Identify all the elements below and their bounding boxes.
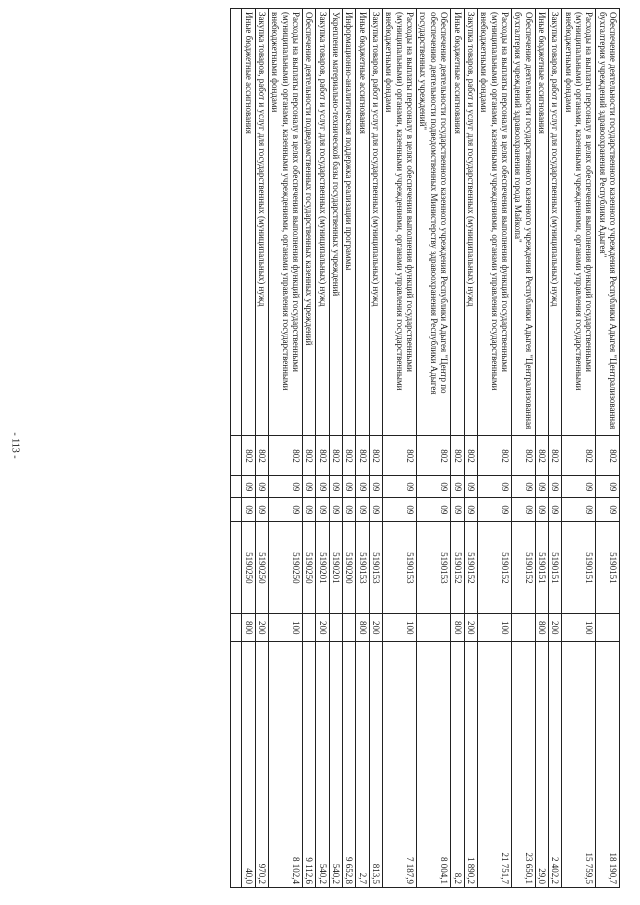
row-sum: 7 187,9 [383,642,417,888]
row-name: Расходы на выплаты персоналу в целях обеспечения выполнения функций государственными (муниципальными) органами, казенными учреждениями, органами управления государственными внебюджетными фондами [383,9,417,436]
row-name: Укрепление материально-технической базы государственных учреждений [329,9,342,436]
row-ved: 802 [451,436,464,476]
table-row [316,9,329,888]
row-rz: 09 [369,476,382,498]
row-name: Закупка товаров, работ и услуг для государственных (муниципальных) нужд [369,9,382,436]
table-row [383,9,417,888]
budget-table [230,8,620,888]
row-rz: 09 [383,476,417,498]
row-sum: 8 102,4 [269,642,303,888]
row-pr: 09 [477,498,511,522]
row-ved: 802 [417,436,451,476]
row-name: Обеспечение деятельности подведомственных государственных казенных учреждений [303,9,316,436]
row-pr: 09 [383,498,417,522]
row-name: Закупка товаров, работ и услуг для государственных (муниципальных) нужд [464,9,477,436]
table-row [369,9,382,888]
row-pr: 09 [269,498,303,522]
row-rz: 09 [596,476,620,498]
row-ved: 802 [464,436,477,476]
table-row [535,9,548,888]
row-name: Закупка товаров, работ и услуг для государственных (муниципальных) нужд [548,9,561,436]
table-row [511,9,535,888]
row-pr: 09 [596,498,620,522]
row-pr: 09 [535,498,548,522]
row-name: Обеспечение деятельности государственного казенного учреждения Республики Адыгея "Централизованная бухгалтерия учреждений здравоохранения Республики Адыгея" [596,9,620,436]
row-vr: 100 [383,614,417,642]
row-pr: 09 [356,498,369,522]
row-cs: 5190153 [369,522,382,614]
row-rz: 09 [329,476,342,498]
row-cs: 5190153 [383,522,417,614]
row-vr: 800 [451,614,464,642]
row-rz: 09 [477,476,511,498]
budget-table-body [231,9,620,888]
row-vr [329,614,342,642]
table-row [596,9,620,888]
row-cs: 5190151 [562,522,596,614]
row-vr: 200 [255,614,268,642]
row-vr: 200 [464,614,477,642]
row-vr [596,614,620,642]
row-vr [417,614,451,642]
row-name: Иные бюджетные ассигнования [356,9,369,436]
row-cs: 5190153 [356,522,369,614]
table-row [242,9,255,888]
table-row [477,9,511,888]
row-name: Закупка товаров, работ и услуг для государственных (муниципальных) нужд [316,9,329,436]
row-cs: 5190201 [329,522,342,614]
row-pr: 09 [242,498,255,522]
row-rz: 09 [242,476,255,498]
row-cs: 5190152 [464,522,477,614]
row-name: Иные бюджетные ассигнования [451,9,464,436]
row-rz: 09 [316,476,329,498]
row-sum: 2,7 [356,642,369,888]
row-cs: 5190200 [343,522,356,614]
row-cs: 5190250 [303,522,316,614]
table-row [451,9,464,888]
row-pr: 09 [417,498,451,522]
row-ved: 802 [316,436,329,476]
row-vr: 800 [356,614,369,642]
row-cs: 5190250 [255,522,268,614]
row-pr: 09 [303,498,316,522]
row-vr [511,614,535,642]
row-vr: 100 [269,614,303,642]
table-row-empty [231,9,242,888]
row-ved: 802 [329,436,342,476]
row-rz: 09 [562,476,596,498]
row-pr: 09 [329,498,342,522]
table-row [329,9,342,888]
row-cs: 5190250 [269,522,303,614]
row-sum: 18 190,7 [596,642,620,888]
row-sum: 8 004,1 [417,642,451,888]
empty-cell [231,614,242,642]
row-cs: 5190201 [316,522,329,614]
row-ved: 802 [255,436,268,476]
row-rz: 09 [511,476,535,498]
row-name: Обеспечение деятельности государственного казенного учреждения Республики Адыгея "Централизованная бухгалтерия учреждений здравоохранения города Майкопа" [511,9,535,436]
row-name: Обеспечение деятельности государственного казенного учреждения Республики Адыгея "Центр по обеспечению деятельности подведомственных Министерству здравоохранения Республики Адыгея государственных учреждений" [417,9,451,436]
row-vr: 200 [316,614,329,642]
row-ved: 802 [269,436,303,476]
row-rz: 09 [269,476,303,498]
row-pr: 09 [464,498,477,522]
row-pr: 09 [316,498,329,522]
row-ved: 802 [383,436,417,476]
row-pr: 09 [255,498,268,522]
row-ved: 802 [511,436,535,476]
table-row [548,9,561,888]
row-rz: 09 [535,476,548,498]
row-rz: 09 [303,476,316,498]
row-ved: 802 [369,436,382,476]
row-pr: 09 [562,498,596,522]
row-cs: 5190152 [451,522,464,614]
row-ved: 802 [477,436,511,476]
row-vr: 200 [548,614,561,642]
row-sum: 40,0 [242,642,255,888]
row-vr: 100 [562,614,596,642]
row-ved: 802 [562,436,596,476]
row-sum: 970,2 [255,642,268,888]
row-rz: 09 [417,476,451,498]
row-name: Информационно-аналитическая поддержка реализации программы [343,9,356,436]
row-pr: 09 [369,498,382,522]
row-sum: 9 652,8 [343,642,356,888]
row-ved: 802 [548,436,561,476]
row-sum: 9 112,6 [303,642,316,888]
row-cs: 5190151 [596,522,620,614]
row-name: Закупка товаров, работ и услуг для государственных (муниципальных) нужд [255,9,268,436]
row-ved: 802 [343,436,356,476]
table-row [255,9,268,888]
row-pr: 09 [343,498,356,522]
row-sum: 1 890,2 [464,642,477,888]
row-vr: 200 [369,614,382,642]
table-row [417,9,451,888]
table-row [464,9,477,888]
row-cs: 5190151 [548,522,561,614]
row-vr [343,614,356,642]
row-ved: 802 [242,436,255,476]
empty-cell [231,476,242,498]
row-ved: 802 [356,436,369,476]
row-rz: 09 [356,476,369,498]
row-name: Иные бюджетные ассигнования [535,9,548,436]
row-rz: 09 [451,476,464,498]
row-sum: 813,5 [369,642,382,888]
table-row [303,9,316,888]
row-rz: 09 [464,476,477,498]
row-sum: 2 402,2 [548,642,561,888]
row-pr: 09 [548,498,561,522]
table-row [356,9,369,888]
row-ved: 802 [535,436,548,476]
empty-cell [231,498,242,522]
row-rz: 09 [343,476,356,498]
table-row [343,9,356,888]
row-rz: 09 [255,476,268,498]
page-number: - 113 - [9,432,21,459]
row-rz: 09 [548,476,561,498]
row-sum: 23 650,1 [511,642,535,888]
row-ved: 802 [596,436,620,476]
row-ved: 802 [303,436,316,476]
empty-cell [231,642,242,888]
empty-cell [231,436,242,476]
row-sum: 15 759,5 [562,642,596,888]
table-row [269,9,303,888]
empty-cell [231,522,242,614]
row-sum: 540,2 [316,642,329,888]
row-vr [303,614,316,642]
row-sum: 21 751,7 [477,642,511,888]
rotated-page [30,0,620,905]
row-vr: 800 [242,614,255,642]
empty-cell [231,9,242,436]
row-name: Расходы на выплаты персоналу в целях обеспечения выполнения функций государственными (муниципальными) органами, казенными учреждениями, органами управления государственными внебюджетными фондами [269,9,303,436]
row-cs: 5190152 [477,522,511,614]
row-sum: 8,2 [451,642,464,888]
row-cs: 5190152 [511,522,535,614]
row-cs: 5190250 [242,522,255,614]
row-vr: 800 [535,614,548,642]
row-name: Расходы на выплаты персоналу в целях обеспечения выполнения функций государственными (муниципальными) органами, казенными учреждениями, органами управления государственными внебюджетными фондами [477,9,511,436]
row-cs: 5190151 [535,522,548,614]
row-sum: 540,2 [329,642,342,888]
row-pr: 09 [511,498,535,522]
row-name: Иные бюджетные ассигнования [242,9,255,436]
row-sum: 29,0 [535,642,548,888]
row-vr: 100 [477,614,511,642]
row-cs: 5190153 [417,522,451,614]
table-row [562,9,596,888]
row-pr: 09 [451,498,464,522]
row-name: Расходы на выплаты персоналу в целях обеспечения выполнения функций государственными (муниципальными) органами, казенными учреждениями, органами управления государственными внебюджетными фондами [562,9,596,436]
